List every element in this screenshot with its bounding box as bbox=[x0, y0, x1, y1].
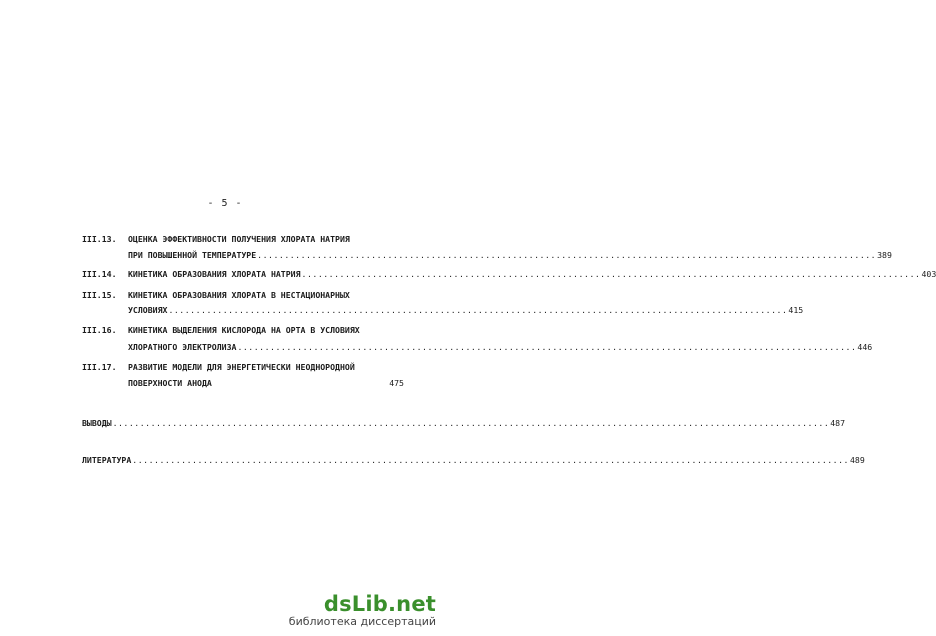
dot-leader: .................................................................................................................. bbox=[237, 342, 857, 352]
toc-page-number: 446 bbox=[857, 342, 873, 352]
watermark-subtitle: библиотека диссертаций bbox=[288, 615, 436, 628]
toc-entry-number: III.14. bbox=[82, 269, 117, 279]
toc-entry-number: III.13. bbox=[82, 234, 117, 244]
dot-leader: .................................................................................................................................... bbox=[112, 418, 830, 428]
dot-leader: .................................................................................................................................... bbox=[132, 455, 849, 465]
toc-entry-row[interactable] bbox=[128, 342, 873, 353]
toc-entry-title: ПОВЕРХНОСТИ АНОДА bbox=[128, 378, 212, 388]
toc-conclusions-title: ВЫВОДЫ bbox=[82, 418, 112, 428]
toc-page-number: 487 bbox=[830, 418, 846, 428]
toc-literature-row[interactable] bbox=[82, 455, 865, 466]
toc-entry-title: УСЛОВИЯХ bbox=[128, 305, 168, 315]
toc-entry-title: ХЛОРАТНОГО ЭЛЕКТРОЛИЗА bbox=[128, 342, 237, 352]
dot-leader: .................................................................................................................. bbox=[301, 269, 921, 279]
toc-page-number: 489 bbox=[849, 455, 865, 465]
toc-entry-row[interactable] bbox=[128, 269, 936, 280]
site-watermark[interactable] bbox=[289, 593, 436, 628]
toc-entry-row[interactable] bbox=[128, 378, 404, 389]
dot-leader: .................................................................................................................. bbox=[168, 305, 788, 315]
toc-entry-title: КИНЕТИКА ВЫДЕЛЕНИЯ КИСЛОРОДА НА ОРТА В УСЛОВИЯХ bbox=[128, 325, 360, 335]
toc-entry-row[interactable] bbox=[128, 305, 804, 316]
toc-page-number: 415 bbox=[788, 305, 804, 315]
toc-entry-title: РАЗВИТИЕ МОДЕЛИ ДЛЯ ЭНЕРГЕТИЧЕСКИ НЕОДНОРОДНОЙ bbox=[128, 362, 355, 372]
toc-entry-number: III.15. bbox=[82, 290, 117, 300]
toc-page-number: 403 bbox=[921, 269, 936, 279]
toc-entry-title: КИНЕТИКА ОБРАЗОВАНИЯ ХЛОРАТА В НЕСТАЦИОНАРНЫХ bbox=[128, 290, 350, 300]
toc-page-number: 389 bbox=[877, 250, 892, 260]
toc-entry-title: КИНЕТИКА ОБРАЗОВАНИЯ ХЛОРАТА НАТРИЯ bbox=[128, 269, 301, 279]
toc-entry-number: III.16. bbox=[82, 325, 117, 335]
toc-entry-row[interactable] bbox=[128, 250, 892, 261]
page-number: - 5 - bbox=[207, 198, 243, 209]
toc-literature-title: ЛИТЕРАТУРА bbox=[82, 455, 132, 465]
toc-entry-title: ПРИ ПОВЫШЕННОЙ ТЕМПЕРАТУРЕ bbox=[128, 250, 257, 260]
dot-leader: .................................................................................................................. bbox=[257, 250, 877, 260]
toc-entry-number: III.17. bbox=[82, 362, 117, 372]
toc-page-number: 475 bbox=[389, 378, 404, 388]
toc-conclusions-row[interactable] bbox=[82, 418, 846, 429]
dslib-logo: dsLib.net bbox=[323, 592, 436, 616]
toc-entry-title: ОЦЕНКА ЭФФЕКТИВНОСТИ ПОЛУЧЕНИЯ ХЛОРАТА НАТРИЯ bbox=[128, 234, 350, 244]
